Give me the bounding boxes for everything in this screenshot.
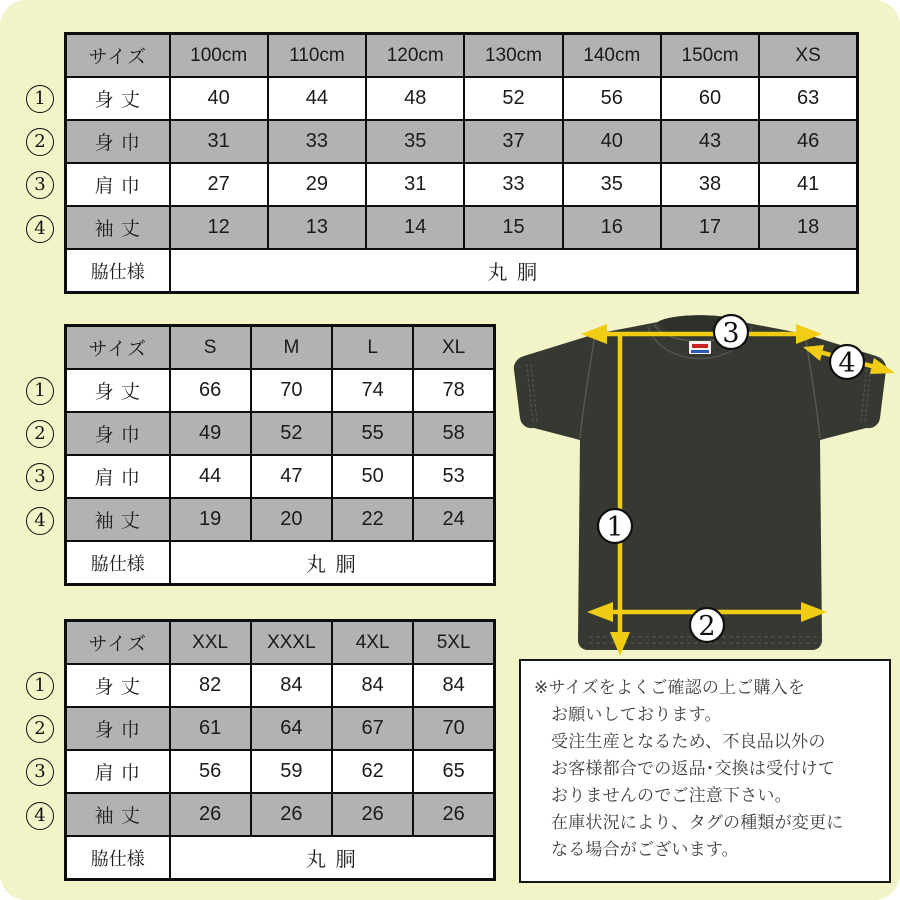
size-col-header: 120cm bbox=[366, 34, 464, 78]
size-col-header: M bbox=[251, 326, 332, 370]
row-number-circle: 4 bbox=[26, 802, 54, 830]
size-cell: 27 bbox=[170, 163, 268, 206]
size-cell: 67 bbox=[332, 707, 413, 750]
size-cell: 46 bbox=[759, 120, 857, 163]
measure-row bbox=[66, 77, 858, 120]
brand-tag bbox=[689, 341, 711, 354]
footer-value: 丸 胴 bbox=[170, 836, 495, 880]
footer-label: 脇仕様 bbox=[66, 836, 170, 880]
row-label: 肩 巾 bbox=[66, 455, 170, 498]
size-col-header: XL bbox=[413, 326, 494, 370]
size-table-xxl-5xl bbox=[64, 619, 496, 881]
gutter-slot bbox=[23, 77, 57, 120]
row-label: 身 丈 bbox=[66, 369, 170, 412]
row-number-circle: 1 bbox=[26, 672, 54, 700]
size-col-header: 150cm bbox=[661, 34, 759, 78]
size-cell: 41 bbox=[759, 163, 857, 206]
size-table-s-xl bbox=[64, 324, 496, 586]
size-cell: 33 bbox=[268, 120, 366, 163]
row-label: 肩 巾 bbox=[66, 163, 170, 206]
size-cell: 64 bbox=[251, 707, 332, 750]
size-cell: 59 bbox=[251, 750, 332, 793]
marker-4: 4 bbox=[838, 348, 856, 379]
row-label: 袖 丈 bbox=[66, 206, 170, 249]
size-cell: 70 bbox=[251, 369, 332, 412]
size-cell: 84 bbox=[332, 664, 413, 707]
row-number-gutter-adult bbox=[23, 369, 57, 543]
measure-row bbox=[66, 120, 858, 163]
row-number-circle: 3 bbox=[26, 758, 54, 786]
purchase-notice bbox=[519, 659, 891, 883]
size-col-header: 140cm bbox=[563, 34, 661, 78]
size-cell: 62 bbox=[332, 750, 413, 793]
size-cell: 78 bbox=[413, 369, 494, 412]
tshirt-measurement-diagram bbox=[503, 312, 895, 656]
footer-row bbox=[66, 249, 858, 293]
notice-line: お願いしております。 bbox=[551, 705, 722, 724]
row-label: 身 丈 bbox=[66, 77, 170, 120]
gutter-slot bbox=[23, 751, 57, 794]
size-cell: 61 bbox=[170, 707, 251, 750]
row-label: 袖 丈 bbox=[66, 498, 170, 541]
gutter-slot bbox=[23, 120, 57, 163]
notice-line: 在庫状況により、タグの種類が変更に bbox=[551, 813, 844, 832]
measure-row bbox=[66, 206, 858, 249]
notice-line: お客様都合での返品･交換は受付けて bbox=[551, 759, 835, 778]
size-cell: 43 bbox=[661, 120, 759, 163]
row-number-circle: 2 bbox=[26, 128, 54, 156]
size-col-header: 5XL bbox=[413, 621, 494, 665]
marker-3: 3 bbox=[722, 318, 740, 349]
size-table-kids-xs bbox=[64, 32, 859, 294]
size-cell: 24 bbox=[413, 498, 494, 541]
size-col-header: XXXL bbox=[251, 621, 332, 665]
footer-value: 丸 胴 bbox=[170, 541, 495, 585]
size-cell: 38 bbox=[661, 163, 759, 206]
size-cell: 44 bbox=[170, 455, 251, 498]
footer-row bbox=[66, 836, 495, 880]
row-number-circle: 1 bbox=[26, 377, 54, 405]
size-cell: 56 bbox=[563, 77, 661, 120]
measure-row bbox=[66, 412, 495, 455]
size-cell: 16 bbox=[563, 206, 661, 249]
gutter-slot bbox=[23, 664, 57, 707]
row-label: 身 丈 bbox=[66, 664, 170, 707]
measure-row bbox=[66, 793, 495, 836]
size-header-label: サイズ bbox=[66, 34, 170, 78]
row-number-circle: 4 bbox=[26, 215, 54, 243]
size-cell: 84 bbox=[251, 664, 332, 707]
gutter-slot bbox=[23, 456, 57, 499]
row-number-gutter-kids bbox=[23, 77, 57, 251]
size-cell: 48 bbox=[366, 77, 464, 120]
row-number-circle: 3 bbox=[26, 463, 54, 491]
size-cell: 52 bbox=[251, 412, 332, 455]
size-cell: 12 bbox=[170, 206, 268, 249]
size-cell: 82 bbox=[170, 664, 251, 707]
size-cell: 26 bbox=[170, 793, 251, 836]
size-col-header: 100cm bbox=[170, 34, 268, 78]
size-cell: 31 bbox=[170, 120, 268, 163]
row-number-circle: 1 bbox=[26, 85, 54, 113]
size-cell: 13 bbox=[268, 206, 366, 249]
row-number-circle: 4 bbox=[26, 507, 54, 535]
size-cell: 15 bbox=[464, 206, 562, 249]
header-row bbox=[66, 621, 495, 665]
gutter-slot bbox=[23, 207, 57, 250]
footer-value: 丸 胴 bbox=[170, 249, 858, 293]
size-header-label: サイズ bbox=[66, 621, 170, 665]
size-col-header: 4XL bbox=[332, 621, 413, 665]
gutter-slot bbox=[23, 369, 57, 412]
measure-row bbox=[66, 369, 495, 412]
size-cell: 84 bbox=[413, 664, 494, 707]
footer-label: 脇仕様 bbox=[66, 541, 170, 585]
size-cell: 35 bbox=[366, 120, 464, 163]
size-cell: 14 bbox=[366, 206, 464, 249]
size-cell: 50 bbox=[332, 455, 413, 498]
size-cell: 20 bbox=[251, 498, 332, 541]
size-cell: 70 bbox=[413, 707, 494, 750]
size-cell: 22 bbox=[332, 498, 413, 541]
size-col-header: 110cm bbox=[268, 34, 366, 78]
measure-row bbox=[66, 163, 858, 206]
size-col-header: XS bbox=[759, 34, 857, 78]
row-label: 袖 丈 bbox=[66, 793, 170, 836]
marker-2: 2 bbox=[698, 611, 716, 642]
measure-row bbox=[66, 455, 495, 498]
size-cell: 66 bbox=[170, 369, 251, 412]
size-cell: 52 bbox=[464, 77, 562, 120]
header-row bbox=[66, 34, 858, 78]
size-col-header: S bbox=[170, 326, 251, 370]
notice-line: なる場合がございます。 bbox=[551, 840, 739, 859]
size-cell: 40 bbox=[563, 120, 661, 163]
row-label: 身 巾 bbox=[66, 707, 170, 750]
size-cell: 26 bbox=[332, 793, 413, 836]
gutter-slot bbox=[23, 412, 57, 455]
size-cell: 49 bbox=[170, 412, 251, 455]
row-number-circle: 3 bbox=[26, 171, 54, 199]
gutter-slot bbox=[23, 164, 57, 207]
size-cell: 37 bbox=[464, 120, 562, 163]
size-col-header: XXL bbox=[170, 621, 251, 665]
row-number-circle: 2 bbox=[26, 715, 54, 743]
row-number-gutter-big bbox=[23, 664, 57, 838]
size-cell: 63 bbox=[759, 77, 857, 120]
size-cell: 26 bbox=[413, 793, 494, 836]
size-cell: 40 bbox=[170, 77, 268, 120]
size-cell: 19 bbox=[170, 498, 251, 541]
size-cell: 31 bbox=[366, 163, 464, 206]
size-cell: 18 bbox=[759, 206, 857, 249]
measure-row bbox=[66, 750, 495, 793]
size-cell: 60 bbox=[661, 77, 759, 120]
gutter-slot bbox=[23, 794, 57, 837]
size-header-label: サイズ bbox=[66, 326, 170, 370]
row-number-circle: 2 bbox=[26, 420, 54, 448]
size-cell: 17 bbox=[661, 206, 759, 249]
size-cell: 74 bbox=[332, 369, 413, 412]
size-cell: 33 bbox=[464, 163, 562, 206]
marker-1: 1 bbox=[606, 512, 624, 543]
notice-line: おりませんのでご注意下さい。 bbox=[551, 786, 792, 805]
size-cell: 53 bbox=[413, 455, 494, 498]
notice-line: 受注生産となるため、不良品以外の bbox=[551, 732, 826, 751]
measure-row bbox=[66, 707, 495, 750]
gutter-slot bbox=[23, 707, 57, 750]
gutter-slot bbox=[23, 499, 57, 542]
size-cell: 35 bbox=[563, 163, 661, 206]
row-label: 肩 巾 bbox=[66, 750, 170, 793]
size-col-header: 130cm bbox=[464, 34, 562, 78]
row-label: 身 巾 bbox=[66, 412, 170, 455]
footer-label: 脇仕様 bbox=[66, 249, 170, 293]
size-cell: 26 bbox=[251, 793, 332, 836]
header-row bbox=[66, 326, 495, 370]
notice-line: ※サイズをよくご確認の上ご購入を bbox=[534, 678, 806, 697]
size-cell: 47 bbox=[251, 455, 332, 498]
size-cell: 29 bbox=[268, 163, 366, 206]
size-cell: 44 bbox=[268, 77, 366, 120]
row-label: 身 巾 bbox=[66, 120, 170, 163]
measure-row bbox=[66, 664, 495, 707]
footer-row bbox=[66, 541, 495, 585]
size-cell: 58 bbox=[413, 412, 494, 455]
measure-row bbox=[66, 498, 495, 541]
size-cell: 55 bbox=[332, 412, 413, 455]
size-cell: 65 bbox=[413, 750, 494, 793]
size-cell: 56 bbox=[170, 750, 251, 793]
size-col-header: L bbox=[332, 326, 413, 370]
